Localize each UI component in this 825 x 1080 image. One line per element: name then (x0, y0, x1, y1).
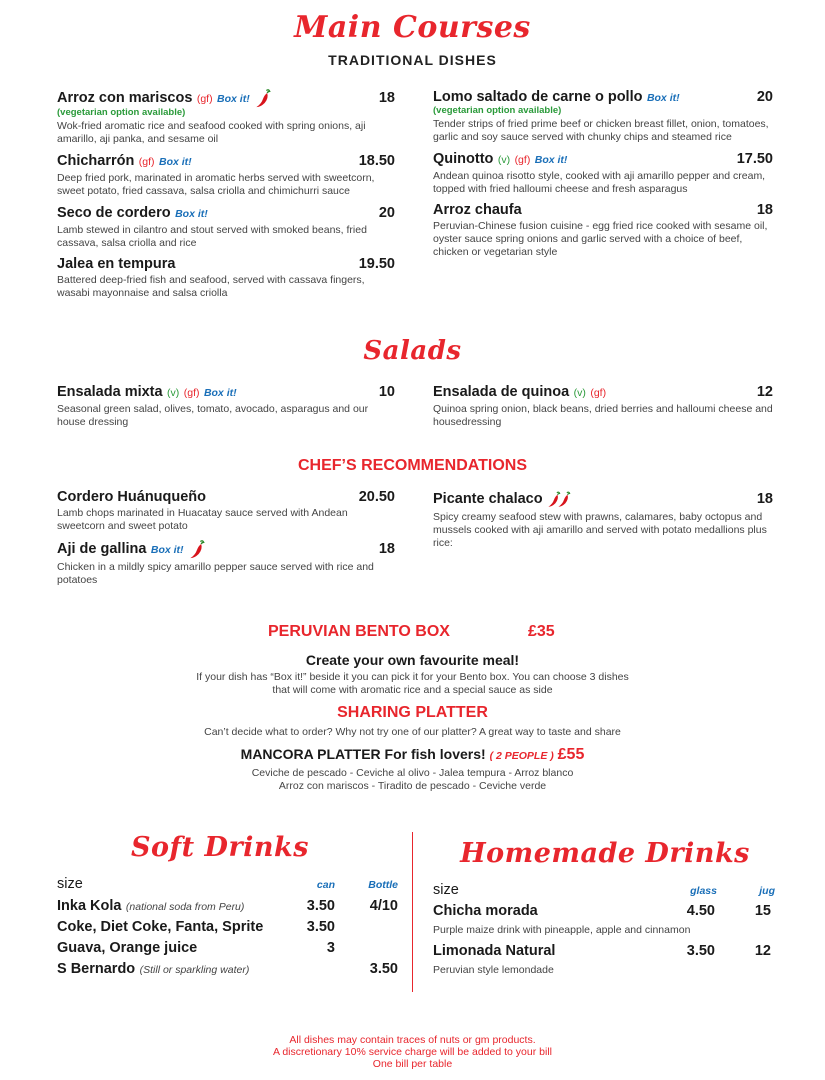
menu-item (57, 539, 395, 587)
drinks-divider (412, 832, 413, 992)
glass-price: 4.50 (686, 903, 715, 919)
can-price: 3.50 (306, 919, 335, 935)
v-tag: (v) (167, 387, 180, 399)
bento-description (0, 671, 825, 697)
bottle-column-header: Bottle (368, 879, 398, 891)
menu-item (433, 150, 773, 196)
dish-description: Wok-fried aromatic rice and seafood cooked with spring onions, aji amarillo, aji panka, and sesame oil (57, 120, 366, 145)
size-label: size (433, 882, 459, 898)
dish-price: 18 (378, 541, 395, 558)
drink-name: Guava, Orange juice (57, 940, 198, 956)
box-it-tag: Box it! (534, 154, 568, 166)
v-tag: (v) (497, 154, 511, 166)
dish-name: Cordero Huánuqueño (57, 489, 207, 505)
drink-description: Purple maize drink with pineapple, apple and cinnamon (433, 924, 691, 936)
dish-name: Arroz chaufa (433, 202, 522, 218)
dish-name: Ensalada de quinoa (433, 384, 570, 400)
bottle-price: 4/10 (369, 898, 398, 914)
menu-item (433, 88, 773, 144)
platter-items (0, 767, 825, 793)
main-left-column (57, 88, 395, 306)
dish-price: 18 (756, 202, 773, 218)
bento-desc-line: If your dish has “Box it!” beside it you can pick it for your Bento box. You can choose 3 dishes (196, 671, 629, 683)
drink-name: Coke, Diet Coke, Fanta, Sprite (57, 919, 264, 935)
dish-name: Seco de cordero (57, 205, 171, 221)
mancora-platter (0, 746, 825, 764)
drink-note: (national soda from Peru) (125, 901, 245, 913)
homemade-drinks-table (433, 882, 778, 977)
drink-name: Chicha morada (433, 903, 538, 919)
vegetarian-option: (vegetarian option available) (57, 107, 186, 118)
drink-name: Limonada Natural (433, 943, 556, 959)
footer-line: All dishes may contain traces of nuts or gm products. (289, 1034, 536, 1046)
menu-item (57, 204, 395, 250)
drink-row (433, 943, 778, 977)
salads-left-column (57, 383, 395, 435)
dish-price: 20 (756, 89, 773, 105)
salads-title: Salads (363, 336, 462, 366)
dish-description: Lamb chops marinated in Huacatay sauce served with Andean sweetcorn and sweet potato (57, 507, 348, 532)
menu-item (433, 383, 773, 429)
dish-name: Jalea en tempura (57, 256, 176, 272)
drink-note: (Still or sparkling water) (139, 964, 250, 976)
bento-subtitle: Create your own favourite meal! (305, 652, 520, 668)
size-label: size (57, 876, 83, 892)
dish-description: Andean quinoa risotto style, cooked with aji amarillo pepper and cream, topped with fried halloumi cheese and fresh asparagus (433, 170, 766, 195)
menu-item (57, 152, 395, 198)
menu-item (57, 489, 395, 533)
dish-name: Ensalada mixta (57, 384, 163, 400)
drink-name: S Bernardo (57, 961, 136, 977)
can-column-header: can (316, 879, 335, 891)
gf-tag: (gf) (138, 156, 155, 168)
box-it-tag: Box it! (646, 92, 680, 104)
box-it-tag: Box it! (159, 156, 192, 168)
can-price: 3 (326, 940, 335, 956)
chili-pepper-icon (188, 539, 206, 559)
vegetarian-option: (vegetarian option available) (433, 105, 562, 116)
drink-row (57, 960, 402, 981)
box-it-tag: Box it! (175, 208, 208, 220)
dish-name: Arroz con mariscos (57, 90, 193, 107)
dish-description: Chicken in a mildly spicy amarillo pepper sauce served with rice and potatoes (57, 561, 374, 586)
dish-description: Spicy creamy seafood stew with prawns, calamares, baby octopus and mussels cooked with aji amarillo and served with potato medallions plus rice: (433, 511, 767, 549)
dish-description: Battered deep-fried fish and seafood, served with cassava fingers, wasabi mayonnaise and salsa criolla (57, 274, 365, 299)
dish-price: 19.50 (358, 256, 395, 272)
bottle-price: 3.50 (369, 961, 398, 977)
drink-row (57, 897, 402, 918)
chili-pepper-icon (557, 489, 571, 509)
footer-line: A discretionary 10% service charge will be added to your bill (273, 1046, 552, 1058)
gf-tag: (gf) (183, 387, 200, 399)
platter-people: ( 2 PEOPLE ) (489, 750, 554, 762)
sharing-platter-title: SHARING PLATTER (337, 704, 488, 721)
traditional-dishes-subtitle: TRADITIONAL DISHES (328, 52, 497, 68)
bento-box-title: PERUVIAN BENTO BOX (268, 623, 450, 640)
drink-row (57, 939, 402, 960)
dish-description: Tender strips of fried prime beef or chicken breast fillet, onion, tomatoes, garlic and soy sauce served with chunky chips and steamed rice (433, 118, 769, 143)
drink-row (57, 918, 402, 939)
dish-price: 20.50 (358, 489, 395, 505)
homemade-drinks-title: Homemade Drinks (460, 838, 750, 869)
dish-price: 17.50 (736, 151, 773, 167)
drink-row (433, 903, 778, 937)
dish-name: Quinotto (433, 151, 494, 167)
gf-tag: (gf) (590, 387, 607, 399)
chefs-recommendations-title: CHEF’S RECOMMENDATIONS (297, 457, 528, 474)
footer-notes (0, 1034, 825, 1070)
glass-column-header: glass (690, 885, 717, 897)
v-tag: (v) (573, 387, 586, 399)
jug-price: 12 (754, 943, 771, 959)
dish-description: Quinoa spring onion, black beans, dried berries and halloumi cheese and housedressing (433, 403, 773, 428)
platter-items-line: Arroz con mariscos - Tiradito de pescado - Ceviche verde (278, 780, 547, 792)
box-it-tag: Box it! (217, 93, 250, 106)
chef-right-column (433, 489, 773, 556)
dish-name: Picante chalaco (433, 491, 543, 508)
box-it-tag: Box it! (150, 544, 184, 557)
dish-name: Chicharrón (57, 153, 135, 169)
chili-pepper-icon (254, 88, 272, 108)
dish-price: 20 (378, 205, 395, 221)
menu-item (57, 88, 395, 146)
jug-column-header: jug (759, 885, 775, 897)
soft-drinks-title: Soft Drinks (131, 832, 309, 863)
platter-price: £55 (557, 746, 585, 763)
main-right-column (433, 88, 773, 265)
dish-price: 18 (756, 491, 773, 508)
dish-price: 12 (756, 384, 773, 400)
jug-price: 15 (754, 903, 771, 919)
dish-description: Deep fried pork, marinated in aromatic herbs served with sweetcorn, sweet potato, fried cassava, salsa criolla and chimichurri sauce (57, 172, 375, 197)
bento-box-price: £35 (528, 623, 555, 640)
platter-items-line: Ceviche de pescado - Ceviche al olivo - Jalea tempura - Arroz blanco (251, 767, 574, 779)
dish-description: Lamb stewed in cilantro and stout served with smoked beans, fried cassava, salsa criolla and rice (57, 224, 367, 249)
menu-item (57, 383, 395, 429)
bento-desc-line: that will come with aromatic rice and a special sauce as side (272, 684, 553, 696)
menu-item (433, 202, 773, 259)
dish-description: Seasonal green salad, olives, tomato, avocado, asparagus and our house dressing (57, 403, 369, 428)
drink-description: Peruvian style lemondade (433, 964, 554, 976)
gf-tag: (gf) (514, 154, 531, 166)
dish-description: Peruvian-Chinese fusion cuisine - egg fried rice cooked with sesame oil, oyster sauce spring onions and garlic served with a choice of beef, chicken or vegetarian style (433, 220, 768, 258)
can-price: 3.50 (306, 898, 335, 914)
dish-price: 10 (378, 384, 395, 400)
dish-price: 18.50 (358, 153, 395, 169)
menu-item (57, 256, 395, 300)
soft-drinks-table (57, 876, 402, 981)
sharing-description: Can’t decide what to order? Why not try one of our platter? A great way to taste and share (204, 726, 621, 738)
platter-name: MANCORA PLATTER For fish lovers! (240, 746, 486, 762)
dish-price: 18 (378, 90, 395, 107)
dish-name: Lomo saltado de carne o pollo (433, 89, 643, 105)
dish-name: Aji de gallina (57, 541, 147, 558)
box-it-tag: Box it! (203, 387, 237, 399)
main-courses-title: Main Courses (294, 10, 531, 45)
footer-line: One bill per table (372, 1058, 453, 1070)
menu-item (433, 489, 773, 550)
drink-name: Inka Kola (57, 898, 122, 914)
salads-right-column (433, 383, 773, 435)
glass-price: 3.50 (686, 943, 715, 959)
gf-tag: (gf) (196, 93, 213, 106)
chef-left-column (57, 489, 395, 593)
